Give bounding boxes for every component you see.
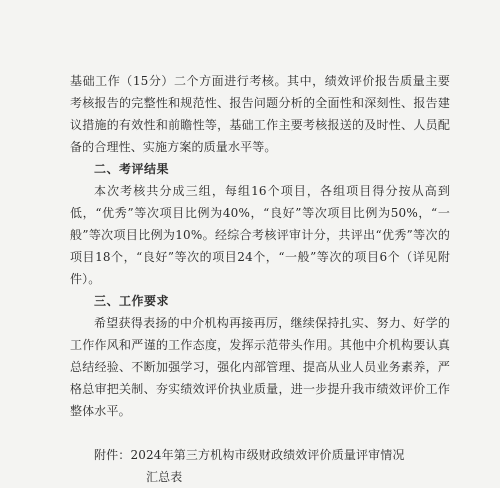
paragraph-spacer: [70, 422, 450, 444]
results-paragraph: 本次考核共分成三组，每组16个项目，各组项目得分按从高到低，“优秀”等次项目比例为40%，“良好”等次项目比例为50%，“一般”等次项目比例为10%。经综合考核评审计分，共评出“优秀”等次的项目18个，“良好”等次的项目24个，“一般”等次的项目6个（详见附件）。: [70, 184, 450, 286]
intro-paragraph: 基础工作（15分）二个方面进行考核。其中，绩效评价报告质量主要考核报告的完整性和规范性、报告问题分析的全面性和深刻性、报告建议措施的有效性和前瞻性等，基础工作主要考核报送的及时性、人员配备的合理性、实施方案的质量水平等。: [70, 74, 450, 154]
attachment-note: [70, 444, 450, 488]
section-heading-requirements: 三、工作要求: [94, 294, 170, 308]
requirements-paragraph: 希望获得表扬的中介机构再接再厉，继续保持扎实、努力、好学的工作作风和严谨的工作态度，发挥示范带头作用。其他中介机构要认真总结经验、不断加强学习，强化内部管理、提高从业人员业务素养，严格总审把关制、夯实绩效评价执业质量，进一步提升我市绩效评价工作整体水平。: [70, 316, 450, 418]
section-heading-results: 二、考评结果: [94, 162, 170, 176]
document-body: [70, 70, 450, 488]
attachment-line-2: 汇总表: [146, 470, 183, 484]
attachment-line-1: 附件：2024年第三方机构市级财政绩效评价质量评审情况: [94, 448, 405, 462]
